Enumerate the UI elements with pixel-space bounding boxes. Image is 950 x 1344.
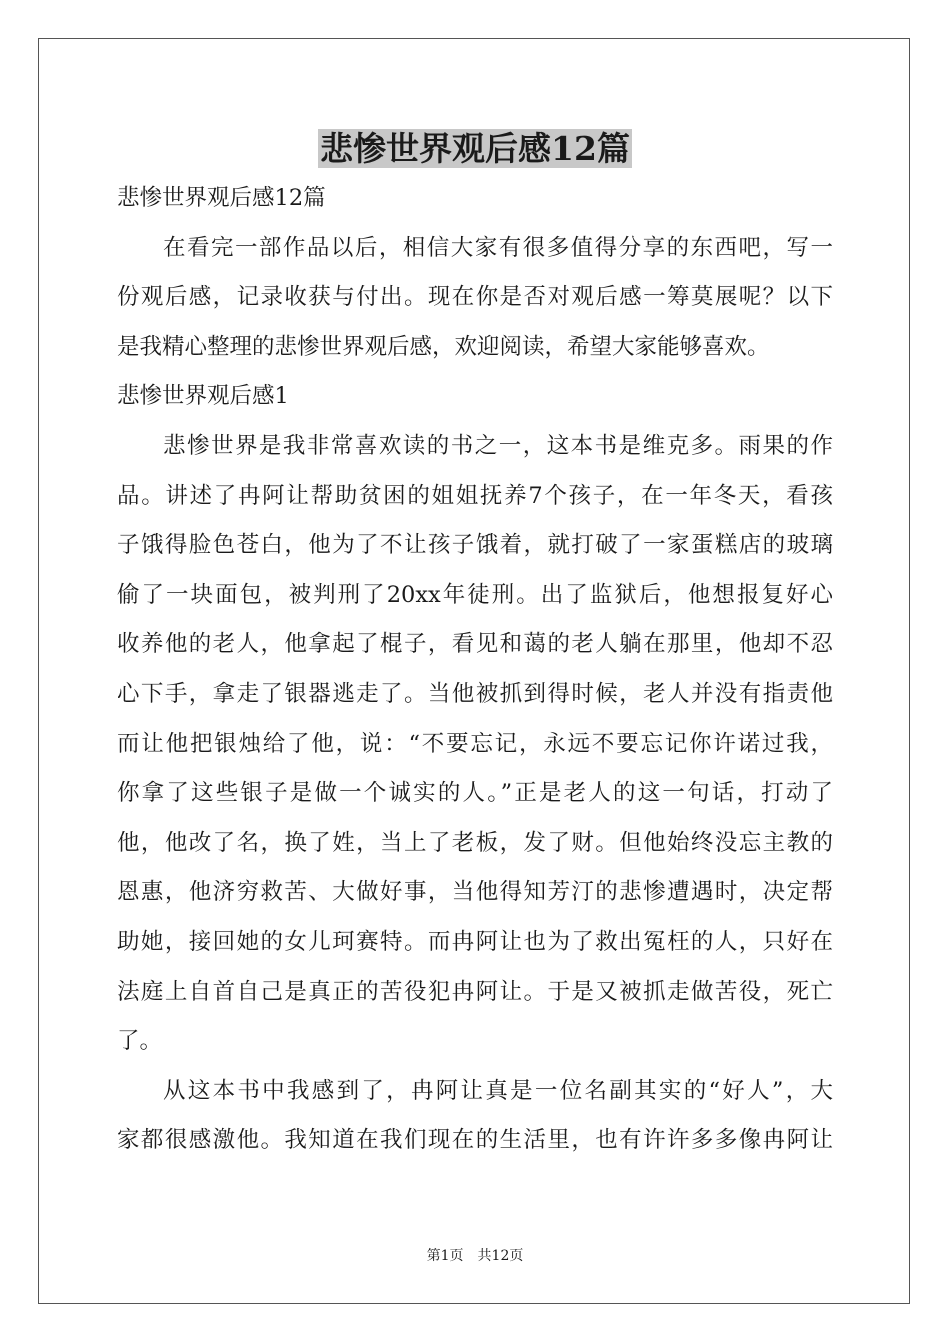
body-line: 偷了一块面包，被判刑了20xx年徒刑。出了监狱后，他想报复好心 <box>117 581 833 608</box>
body-line: 恩惠，他济穷救苦、大做好事，当他得知芳汀的悲惨遭遇时，决定帮 <box>117 879 833 906</box>
body-line: 助她，接回她的女儿珂赛特。而冉阿让也为了救出冤枉的人，只好在 <box>117 928 833 955</box>
body-line: 你拿了这些银子是做一个诚实的人。”正是老人的这一句话，打动了 <box>117 780 833 807</box>
body-line: 心下手，拿走了银器逃走了。当他被抓到得时候，老人并没有指责他 <box>117 680 833 707</box>
body-line: 子饿得脸色苍白，他为了不让孩子饿着，就打破了一家蛋糕店的玻璃 <box>117 532 833 559</box>
document-title <box>0 126 950 172</box>
body-line: 悲惨世界是我非常喜欢读的书之一，这本书是维克多。雨果的作 <box>163 432 833 459</box>
page-footer <box>0 1247 950 1265</box>
body-line: 收养他的老人，他拿起了棍子，看见和蔼的老人躺在那里，他却不忍 <box>117 631 833 658</box>
body-line: 了。 <box>117 1028 163 1055</box>
document-body <box>117 174 833 1166</box>
page-number: 第1页 <box>426 1248 464 1264</box>
body-line: 法庭上自首自己是真正的苦役犯冉阿让。于是又被抓走做苦役，死亡 <box>117 978 833 1005</box>
page-total: 共12页 <box>477 1248 524 1264</box>
body-line: 在看完一部作品以后，相信大家有很多值得分享的东西吧，写一 <box>163 234 833 261</box>
body-line: 而让他把银烛给了他，说：“不要忘记，永远不要忘记你许诺过我， <box>117 730 833 757</box>
section-heading: 悲惨世界观后感1 <box>117 383 289 410</box>
body-line: 品。讲述了冉阿让帮助贫困的姐姐抚养7个孩子，在一年冬天，看孩 <box>117 482 833 509</box>
body-line: 家都很感激他。我知道在我们现在的生活里，也有许许多多像冉阿让 <box>117 1127 833 1154</box>
body-line: 悲惨世界观后感12篇 <box>117 185 326 211</box>
body-line: 是我精心整理的悲惨世界观后感，欢迎阅读，希望大家能够喜欢。 <box>117 333 770 360</box>
body-line: 从这本书中我感到了，冉阿让真是一位名副其实的“好人”，大 <box>163 1077 833 1104</box>
body-line: 他，他改了名，换了姓，当上了老板，发了财。但他始终没忘主教的 <box>117 829 833 856</box>
document-title-text: 悲惨世界观后感12篇 <box>320 129 630 168</box>
body-line: 份观后感，记录收获与付出。现在你是否对观后感一筹莫展呢？以下 <box>117 284 833 311</box>
